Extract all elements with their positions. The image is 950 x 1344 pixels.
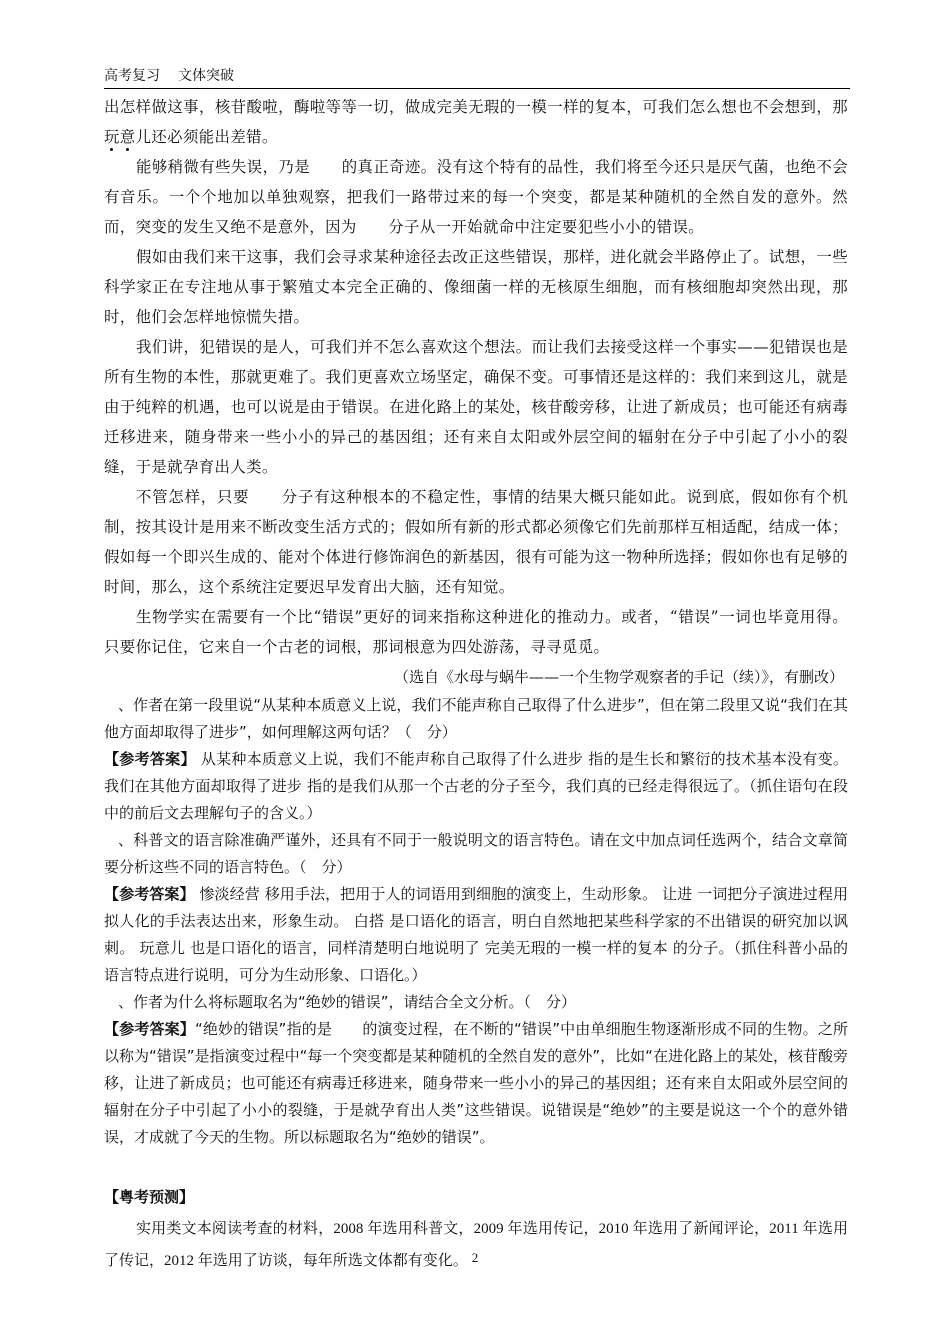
emphasis-dot-char: 玩: [104, 128, 120, 146]
emphasis-dot-char: 意: [119, 128, 136, 146]
header-right: 文体突破: [178, 68, 234, 84]
article-paragraph: 我们讲，犯错误的是人，可我们并不怎么喜欢这个想法。而让我们去接受这样一个事实——犯错误也是所有生物的本性，那就更难了。我们更喜欢立场坚定，确保不变。可事情还是这样的：我们来到这儿，就是由于纯粹的机遇，也可以说是由于错误。在进化路上的某处，核苷酸旁移，让进了新成员；也可能还有病毒迁移进来，随身带来一些小小的异己的基因组；还有来自太阳或外层空间的辐射在分子中引起了小小的裂缝，于是就孕育出人类。: [104, 338, 848, 476]
page-number: 2: [471, 1250, 479, 1265]
prediction-title: 【粤考预测】: [104, 1188, 195, 1206]
article-paragraph: 能够稍微有些失误，乃是 的真正奇迹。没有这个特有的品性，我们将至今还只是厌气菌，也绝不会有音乐。一个个地加以单独观察，把我们一路带过来的每一个突变，都是某种随机的全然自发的意外。然而，突变的发生又绝不是意外，因为 分子从一开始就命中注定要犯些小小的错误。: [104, 158, 848, 236]
article-paragraph: 不管怎样，只要 分子有这种根本的不稳定性，事情的结果大概只能如此。说到底，假如你有个机制，按其设计是用来不断改变生活方式的；假如所有新的形式都必须像它们先前那样互相适配，结成一体；假如每一个即兴生成的、能对个体进行修饰润色的新基因，很有可能为这一物种所选择；假如你也有足够的时间，那么，这个系统注定要迟早发育出大脑，还有知觉。: [104, 488, 848, 596]
article-paragraph: 出怎样做这事，核苷酸啦，酶啦等等一切，做成完美无瑕的一模一样的复本，可我们怎么想也不会想到，那玩意儿还必须能出差错。: [104, 98, 848, 146]
document-body: [104, 92, 848, 1277]
prediction-text: 实用类文本阅读考查的材料，2008 年选用科普文，2009 年选用传记，2010 年选用了新闻评论，2011 年选用了传记，2012 年选用了访谈，每年所选文体都有变化。: [104, 1221, 848, 1269]
article-paragraph: 假如由我们来干这事，我们会寻求某种途径去改正这些错误，那样，进化就会半路停止了。试想，一些科学家正在专注地从事于繁殖丈本完全正确的、像细菌一样的无核原生细胞，而有核细胞却突然出现，那时，他们会怎样地惊慌失措。: [104, 248, 848, 326]
article-paragraph: 生物学实在需要有一个比“错误”更好的词来指称这种进化的推动力。或者，“错误”一词也毕竟用得。只要你记住，它来自一个古老的词根，那词根意为四处游荡，寻寻觅觅。: [104, 608, 848, 656]
answer-2: 【参考答案】 惨淡经营 移用手法，把用于人的词语用到细胞的演变上，生动形象。 让进 一词把分子演进过程用拟人化的手法表达出来，形象生动。 白搭 是口语化的语言，明白自然地把某些科学家的不出错误的研究加以讽刺。 玩意儿 也是口语化的语言，同样清楚明白地说明了 完美无瑕的一模一样的复本 的分子。（抓住科普小品的语言特点进行说明，可分为生动形象、口语化。）: [104, 885, 848, 984]
question-1: 、作者在第一段里说“从某种本质意义上说，我们不能声称自己取得了什么进步”，但在第二段里又说“我们在其他方面却取得了进步”，如何理解这两句话？（ 分）: [104, 696, 848, 741]
question-3: 、作者为什么将标题取名为“绝妙的错误”，请结合全文分析。（ 分）: [118, 993, 577, 1011]
answer-1: 【参考答案】 从某种本质意义上说，我们不能声称自己取得了什么进步 指的是生长和繁衍的技术基本没有变。 我们在其他方面却取得了进步 指的是我们从那一个古老的分子至今，我们真的已经走得很远了。（抓住语句在段中的前后文去理解句子的含义。）: [104, 750, 848, 822]
header-left: 高考复习: [104, 68, 160, 84]
question-2: 、科普文的语言除准确严谨外，还具有不同于一般说明文的语言特色。请在文中加点词任选两个，结合文章简要分析这些不同的语言特色。（ 分）: [104, 831, 848, 876]
page-header: [104, 66, 850, 89]
answer-3: 【参考答案】“绝妙的错误”指的是 的演变过程，在不断的“错误”中由单细胞生物逐渐形成不同的生物。之所以称为“错误”是指演变过程中“每一个突变都是某种随机的全然自发的意外”，比如“在进化路上的某处，核苷酸旁移，让进了新成员；也可能还有病毒迁移进来，随身带来一些小小的异己的基因组；还有来自太阳或外层空间的辐射在分子中引起了小小的裂缝，于是就孕育出人类”这些错误。说错误是“绝妙”的主要是说这一个个的意外错误，才成就了今天的生物。所以标题取名为“绝妙的错误”。: [104, 1020, 848, 1146]
article-source: （选自《水母与蜗牛——一个生物学观察者的手记（续）》，有删改）: [393, 668, 844, 686]
